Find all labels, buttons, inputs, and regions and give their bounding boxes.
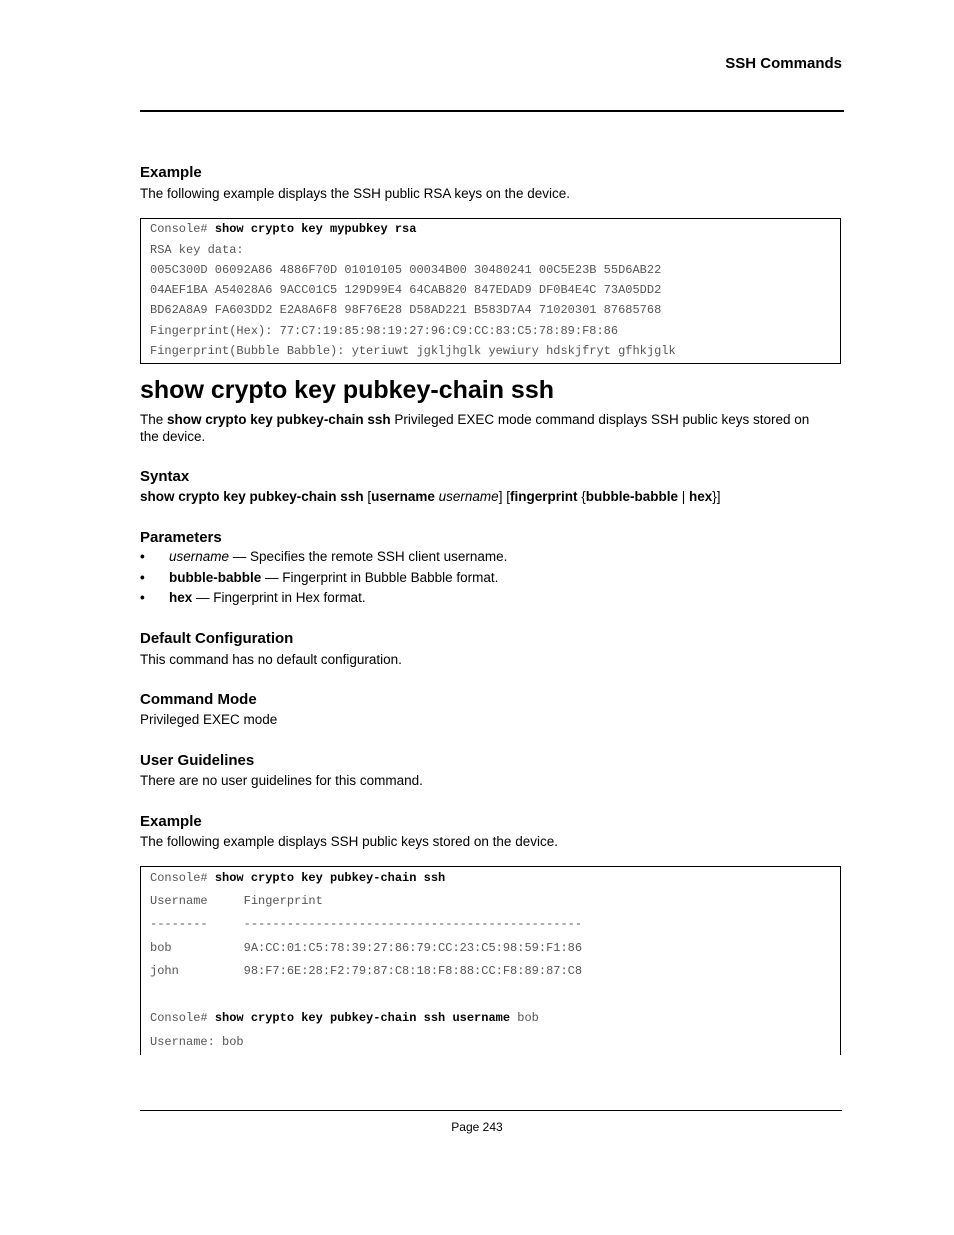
code-line: -------- -----------------------------------------------: [150, 917, 583, 931]
example-intro: The following example displays the SSH public RSA keys on the device.: [140, 186, 570, 201]
code-line: RSA key data:: [150, 243, 244, 257]
code-line: BD62A8A9 FA603DD2 E2A8A6F8 98F76E28 D58AD221 B583D7A4 71020301 87685768: [150, 303, 662, 317]
section-title: show crypto key pubkey-chain ssh: [140, 376, 555, 404]
code-line: Console# show crypto key pubkey-chain ssh username bob: [150, 1011, 539, 1025]
user-guidelines-heading: User Guidelines: [140, 752, 255, 769]
code-block-rsa: [140, 218, 841, 364]
syntax-line: show crypto key pubkey-chain ssh [username username] [fingerprint {bubble-babble | hex}]: [140, 489, 721, 504]
code-line: 04AEF1BA A54028A6 9ACC01C5 129D99E4 64CAB820 847EDAD9 DF0B4E4C 73A05DD2: [150, 283, 662, 297]
code-block-pubkey-chain: [140, 866, 841, 1055]
example-heading: Example: [140, 164, 202, 181]
header-rule: [140, 110, 844, 112]
code-line: 005C300D 06092A86 4886F70D 01010105 00034B00 30480241 00C5E23B 55D6AB22: [150, 263, 662, 277]
user-guidelines-text: There are no user guidelines for this command.: [140, 773, 423, 788]
code-line: john 98:F7:6E:28:F2:79:87:C8:18:F8:88:CC:F8:89:87:C8: [150, 964, 583, 978]
code-line: Console# show crypto key mypubkey rsa: [150, 222, 417, 236]
default-config-heading: Default Configuration: [140, 630, 294, 647]
running-header: SSH Commands: [725, 55, 842, 72]
example-heading: Example: [140, 813, 202, 830]
code-line: Username Fingerprint: [150, 894, 323, 908]
code-line: Console# show crypto key pubkey-chain ssh: [150, 871, 446, 885]
code-line: Fingerprint(Hex): 77:C7:19:85:98:19:27:96:C9:CC:83:C5:78:89:F8:86: [150, 324, 619, 338]
code-line: Fingerprint(Bubble Babble): yteriuwt jgkljhglk yewiury hdskjfryt gfhkjglk: [150, 344, 676, 358]
section-description: The show crypto key pubkey-chain ssh Privileged EXEC mode command displays SSH public keys stored on the device.: [140, 412, 810, 444]
code-line: bob 9A:CC:01:C5:78:39:27:86:79:CC:23:C5:98:59:F1:86: [150, 941, 583, 955]
parameters-heading: Parameters: [140, 529, 222, 546]
code-line: Username: bob: [150, 1035, 244, 1049]
syntax-heading: Syntax: [140, 468, 190, 485]
footer-rule: [140, 1110, 842, 1111]
page-number: Page 243: [451, 1120, 503, 1134]
default-config-text: This command has no default configuration.: [140, 652, 402, 667]
command-mode-heading: Command Mode: [140, 691, 257, 708]
command-mode-text: Privileged EXEC mode: [140, 712, 278, 727]
example-intro: The following example displays SSH public keys stored on the device.: [140, 834, 558, 849]
